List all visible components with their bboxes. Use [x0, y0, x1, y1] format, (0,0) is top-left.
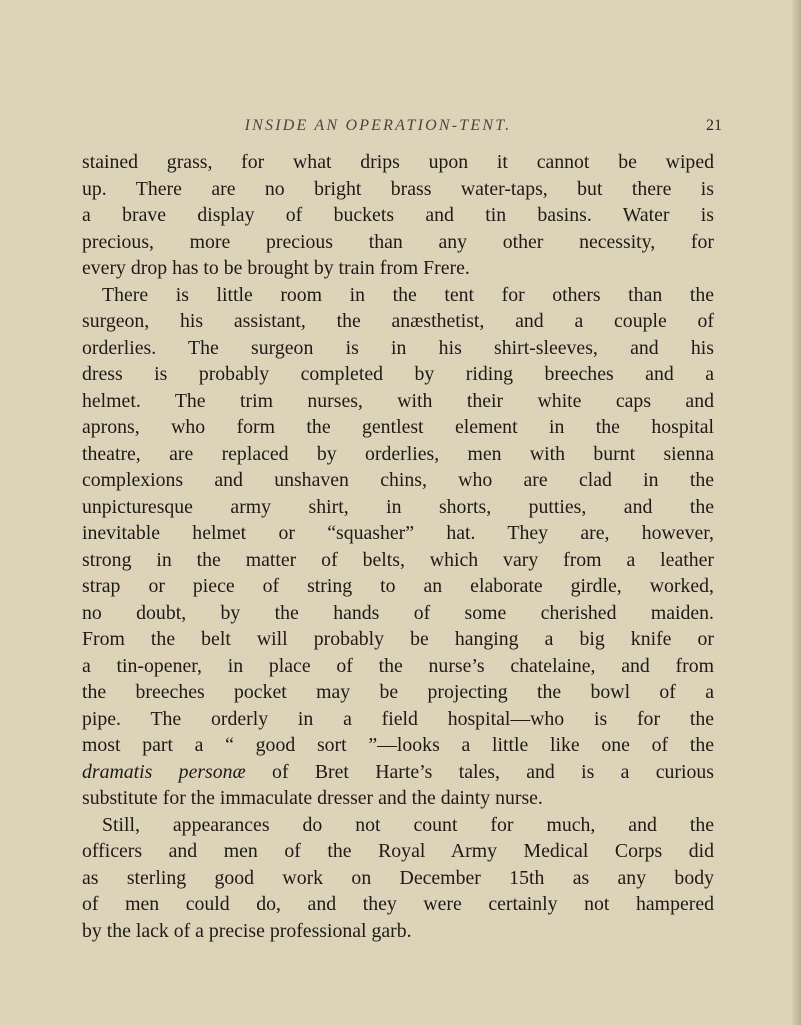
page-edge [792, 0, 801, 1025]
text-line: strong in the matter of belts, which vary from a leather [82, 548, 714, 571]
text-line: officers and men of the Royal Army Medical Corps did [82, 840, 714, 862]
running-title: INSIDE AN OPERATION-TENT. [244, 117, 512, 134]
text-line: a brave display of buckets and tin basins. Water is [82, 204, 714, 226]
italic-phrase: dramatis personæ [82, 760, 246, 783]
text-line: as sterling good work on December 15th as any body [82, 866, 714, 889]
text-line: the breeches pocket may be projecting the bowl of a [82, 681, 714, 703]
line-rest: of Bret Harte’s tales, and is a curious [245, 760, 714, 783]
text-line: Still, appearances do not count for much, and the [102, 813, 714, 836]
text-line: no doubt, by the hands of some cherished maiden. [82, 601, 714, 624]
text-line: by the lack of a precise professional garb. [82, 919, 412, 942]
text-line: most part a “ good sort ”—looks a little like one of the [82, 734, 714, 756]
text-line: precious, more precious than any other necessity, for [82, 230, 714, 253]
body-text [82, 149, 714, 944]
text-line: There is little room in the tent for others than the [102, 283, 714, 306]
text-line: pipe. The orderly in a field hospital—who is for the [82, 707, 714, 730]
text-line: substitute for the immaculate dresser and the dainty nurse. [82, 787, 543, 809]
text-line: inevitable helmet or “squasher” hat. They are, however, [82, 522, 714, 544]
text-line: unpicturesque army shirt, in shorts, putties, and the [82, 495, 714, 518]
text-line: up. There are no bright brass water-taps, but there is [82, 177, 714, 200]
text-line: theatre, are replaced by orderlies, men with burnt sienna [82, 442, 714, 465]
text-line: orderlies. The surgeon is in his shirt-sleeves, and his [82, 336, 714, 359]
running-head [0, 117, 801, 141]
text-line: dress is probably completed by riding breeches and a [82, 363, 714, 385]
text-line: stained grass, for what drips upon it cannot be wiped [82, 151, 714, 173]
text-line: helmet. The trim nurses, with their white caps and [82, 389, 714, 412]
text-line: of men could do, and they were certainly not hampered [82, 893, 714, 915]
text-line: aprons, who form the gentlest element in the hospital [82, 416, 714, 438]
text-line: every drop has to be brought by train from Frere. [82, 257, 470, 279]
text-line-mixed [82, 759, 714, 786]
text-line: strap or piece of string to an elaborate girdle, worked, [82, 575, 714, 597]
text-line: From the belt will probably be hanging a big knife or [82, 628, 714, 650]
page-number: 21 [706, 117, 722, 134]
text-line: a tin-opener, in place of the nurse’s chatelaine, and from [82, 654, 714, 677]
text-line: surgeon, his assistant, the anæsthetist, and a couple of [82, 310, 714, 332]
text-line: complexions and unshaven chins, who are clad in the [82, 469, 714, 491]
